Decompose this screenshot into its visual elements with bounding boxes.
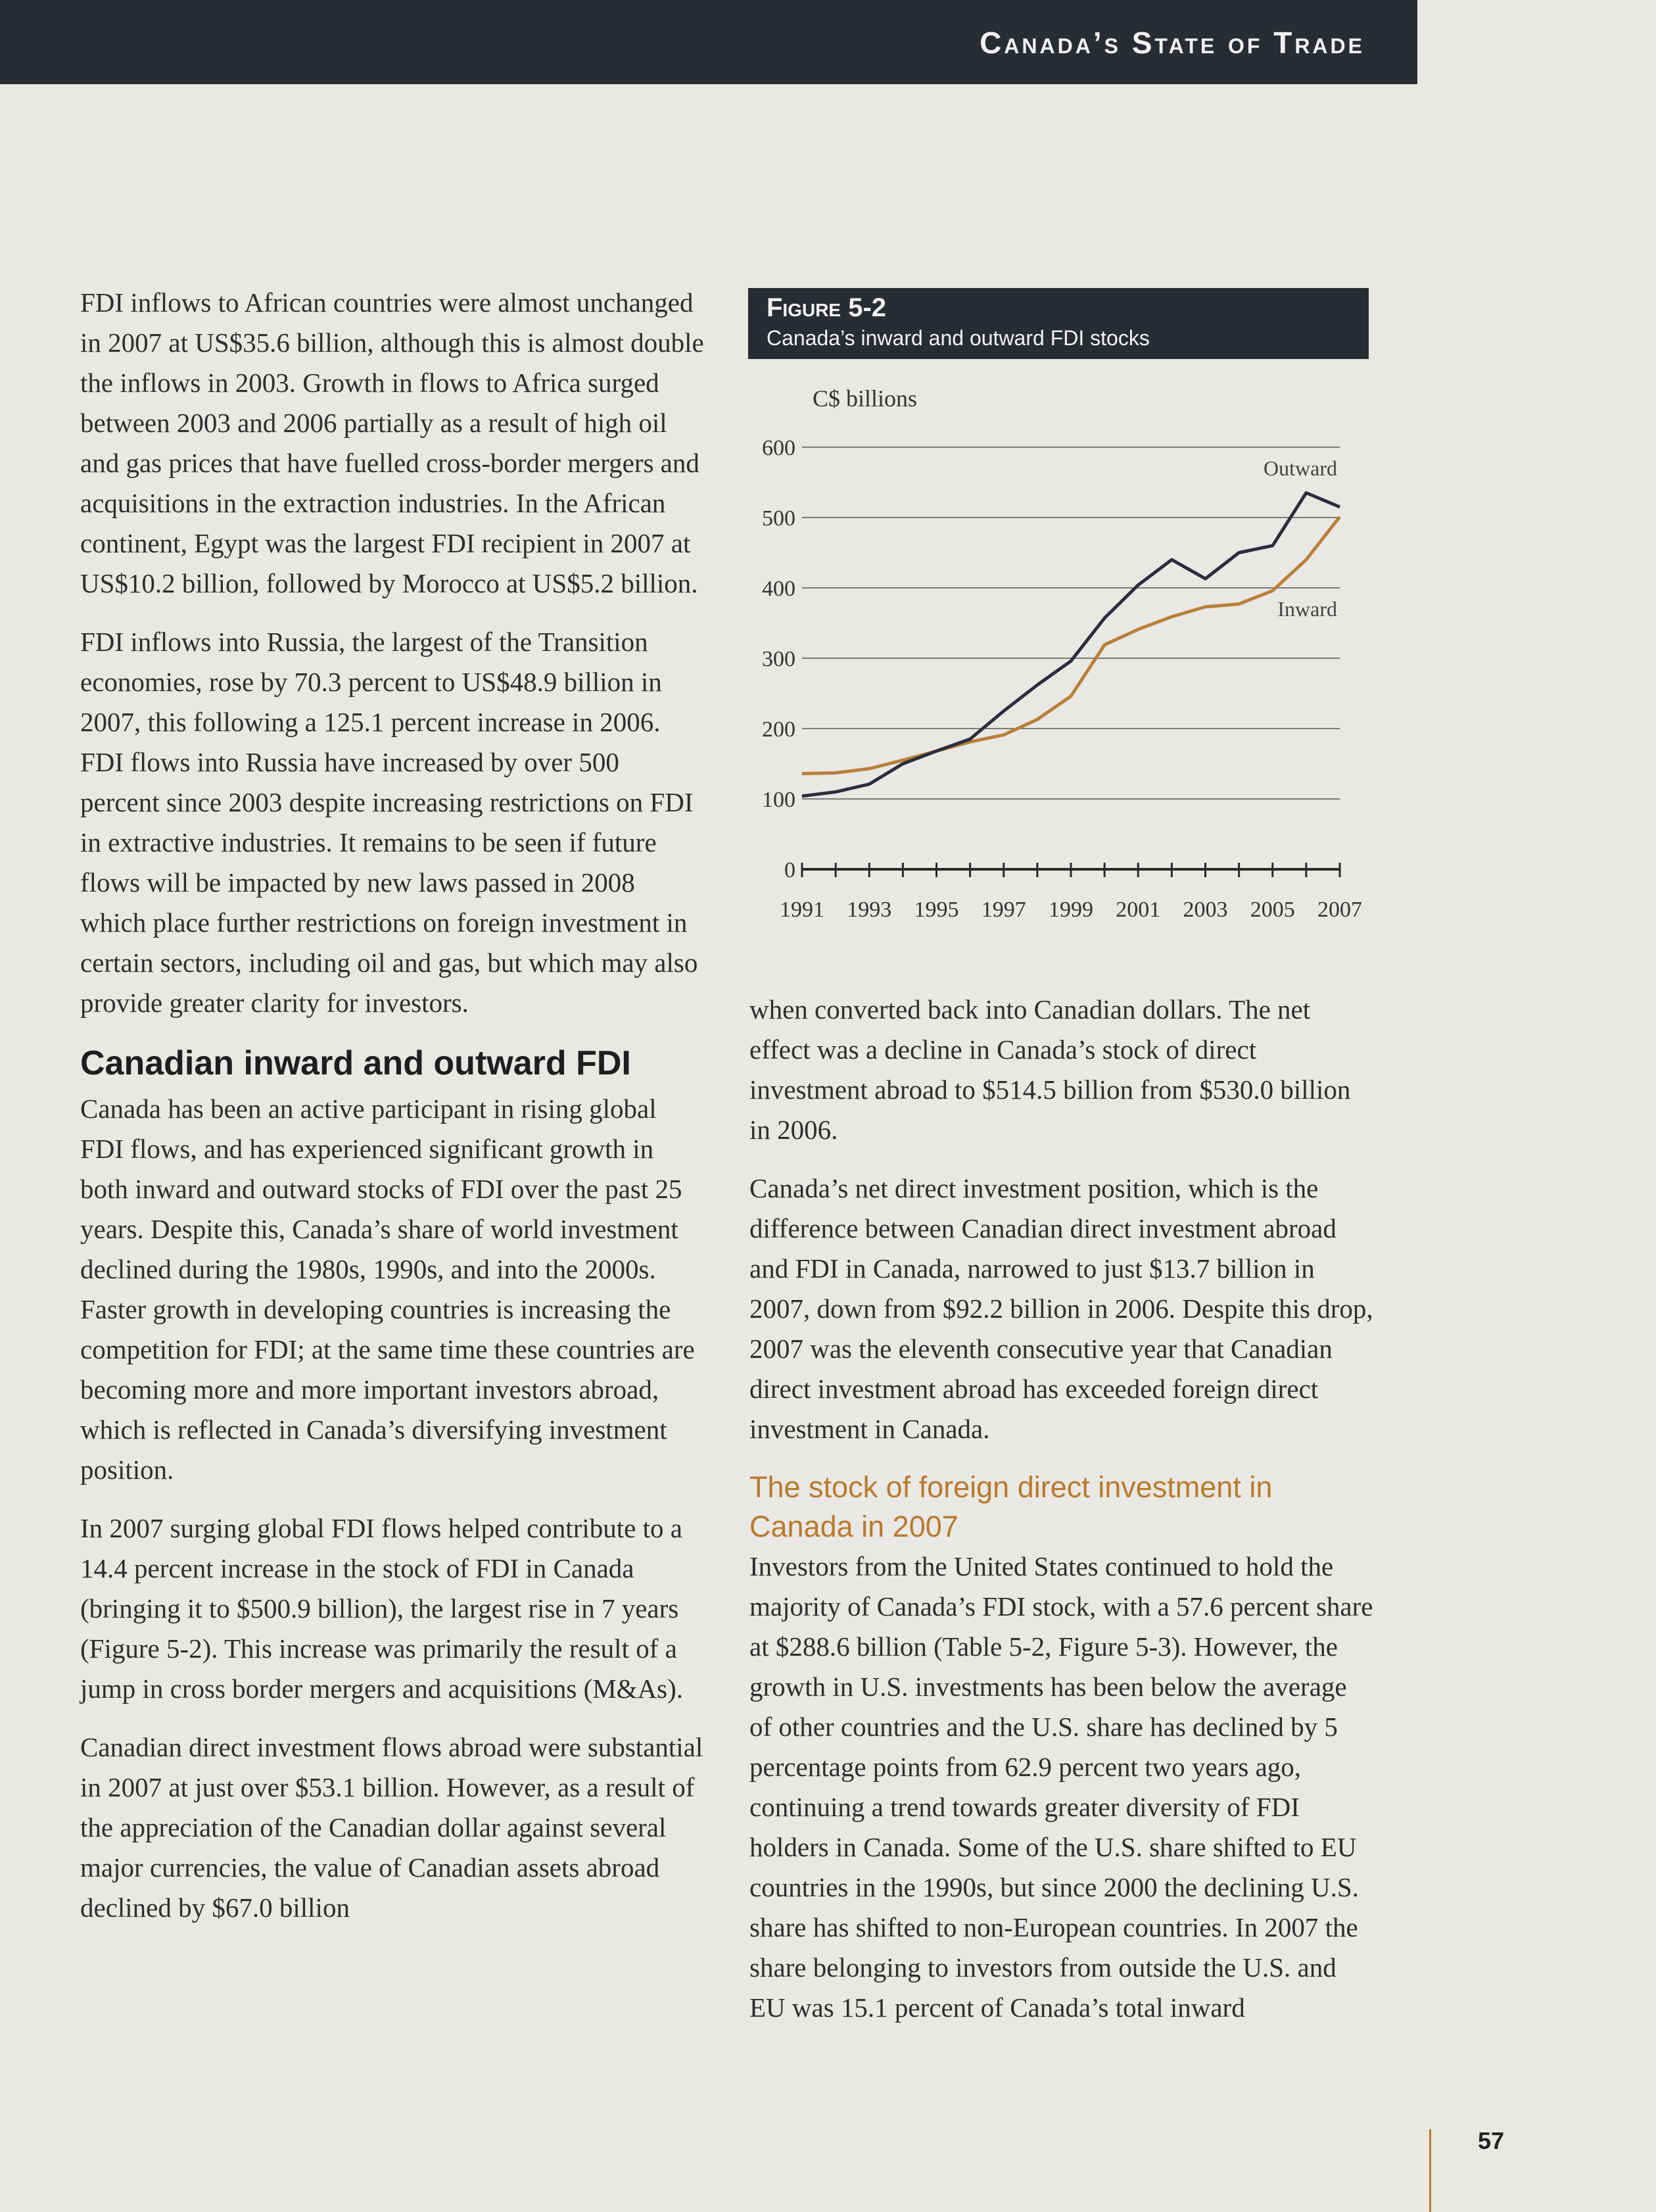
paragraph-africa: FDI inflows to African countries were almost unchanged in 2007 at US$35.6 billion, although this is almost double the inflows in 2003. Growth in flows to Africa surged between 2003 and 2006 partially as a result of high oil and gas prices that have fuelled cross-border mergers and acquisitions in the extraction industries. In the African continent, Egypt was the largest FDI recipient in 2007 at US$10.2 billion, followed by Morocco at US$5.2 billion.	[80, 287, 704, 598]
paragraph-canada-fdi: Canada has been an active participant in rising global FDI flows, and has experienced significant growth in both inward and outward stocks of FDI over the past 25 years. Despite this, Canada’s share of world investment declined during the 1980s, 1990s, and into the 2000s. Faster growth in developing countries is increasing the competition for FDI; at the same time these countries are becoming more and more important investors abroad, which is reflected in Canada’s diversifying investment position.	[80, 1094, 695, 1485]
x-tick-label-2007: 2007	[1317, 898, 1362, 922]
chart-svg	[748, 368, 1379, 947]
running-header-bar	[0, 0, 1417, 84]
figure-caption: Canada’s inward and outward FDI stocks	[767, 326, 1150, 350]
x-tick-label-2005: 2005	[1250, 898, 1295, 922]
paragraph-outflows: Canadian direct investment flows abroad were substantial in 2007 at just over $53.1 billion. However, as a result of the appreciation of the Canadian dollar against several major currencies, the value of Canadian assets abroad declined by $67.0 billion	[80, 1732, 703, 1923]
right-column	[749, 990, 1375, 2046]
paragraph-conversion: when converted back into Canadian dollars. The net effect was a decline in Canada’s stock of direct investment abroad to $514.5 billion from $530.0 billion in 2006.	[749, 994, 1351, 1145]
fdi-line-chart	[748, 368, 1379, 947]
page-number-rule	[1429, 2129, 1431, 2212]
paragraph-russia: FDI inflows into Russia, the largest of the Transition economies, rose by 70.3 percent to US$48.9 billion in 2007, this following a 125.1 percent increase in 2006. FDI flows into Russia have increased by over 500 percent since 2003 despite increasing restrictions on FDI in extractive industries. It remains to be seen if future flows will be impacted by new laws passed in 2008 which place further restrictions on foreign investment in certain sectors, including oil and gas, but which may also provide greater clarity for investors.	[80, 627, 698, 1018]
page-number: 57	[1478, 2127, 1505, 2154]
x-tick-label-1999: 1999	[1049, 898, 1093, 922]
paragraph-us-share: Investors from the United States continued to hold the majority of Canada’s FDI stock, with a 57.6 percent share at $288.6 billion (Table 5-2, Figure 5-3). However, the growth in U.S. investments has been below the average of other countries and the U.S. share has declined by 5 percentage points from 62.9 percent two years ago, continuing a trend towards greater diversity of FDI holders in Canada. Some of the U.S. share shifted to EU countries in the 1990s, but since 2000 the declining U.S. share has shifted to non-European countries. In 2007 the share belonging to investors from outside the U.S. and EU was 15.1 percent of Canada’s total inward	[749, 1551, 1373, 2023]
running-header-title: Canada’s State of Trade	[980, 26, 1365, 60]
y-tick-label-300: 300	[762, 647, 795, 671]
x-tick-label-1995: 1995	[914, 898, 959, 922]
y-tick-label-0: 0	[784, 858, 795, 882]
x-tick-label-1997: 1997	[981, 898, 1026, 922]
y-axis-label: C$ billions	[813, 385, 918, 412]
y-tick-label-600: 600	[762, 436, 795, 460]
series-label-outward: Outward	[1264, 456, 1337, 480]
left-column	[80, 283, 705, 1946]
subsection-heading: The stock of foreign direct investment in Canada in 2007	[749, 1470, 1273, 1543]
x-tick-label-2001: 2001	[1116, 898, 1161, 922]
paragraph-net-position: Canada’s net direct investment position, which is the difference between Canadian direct investment abroad and FDI in Canada, narrowed to just $13.7 billion in 2007, down from $92.2 billion in 2006. Despite this drop, 2007 was the eleventh consecutive year that Canadian direct investment abroad has exceeded foreign direct investment in Canada.	[749, 1173, 1373, 1444]
figure-label: Figure 5-2	[767, 293, 887, 322]
x-tick-label-2003: 2003	[1183, 898, 1228, 922]
y-tick-label-400: 400	[762, 577, 795, 601]
figure-header	[748, 288, 1369, 359]
paragraph-2007-inflows: In 2007 surging global FDI flows helped contribute to a 14.4 percent increase in the stock of FDI in Canada (bringing it to $500.9 billion), the largest rise in 7 years (Figure 5-2). This increase was primarily the result of a jump in cross border mergers and acquisitions (M&As).	[80, 1513, 684, 1704]
series-label-inward: Inward	[1277, 596, 1337, 621]
x-tick-label-1991: 1991	[780, 898, 824, 922]
series-line-outward	[802, 493, 1340, 796]
series-line-inward	[802, 517, 1340, 774]
y-tick-label-200: 200	[762, 717, 795, 742]
section-heading: Canadian inward and outward FDI	[80, 1044, 631, 1082]
x-tick-label-1993: 1993	[847, 898, 892, 922]
y-tick-label-100: 100	[762, 788, 795, 812]
y-tick-label-500: 500	[762, 506, 795, 531]
